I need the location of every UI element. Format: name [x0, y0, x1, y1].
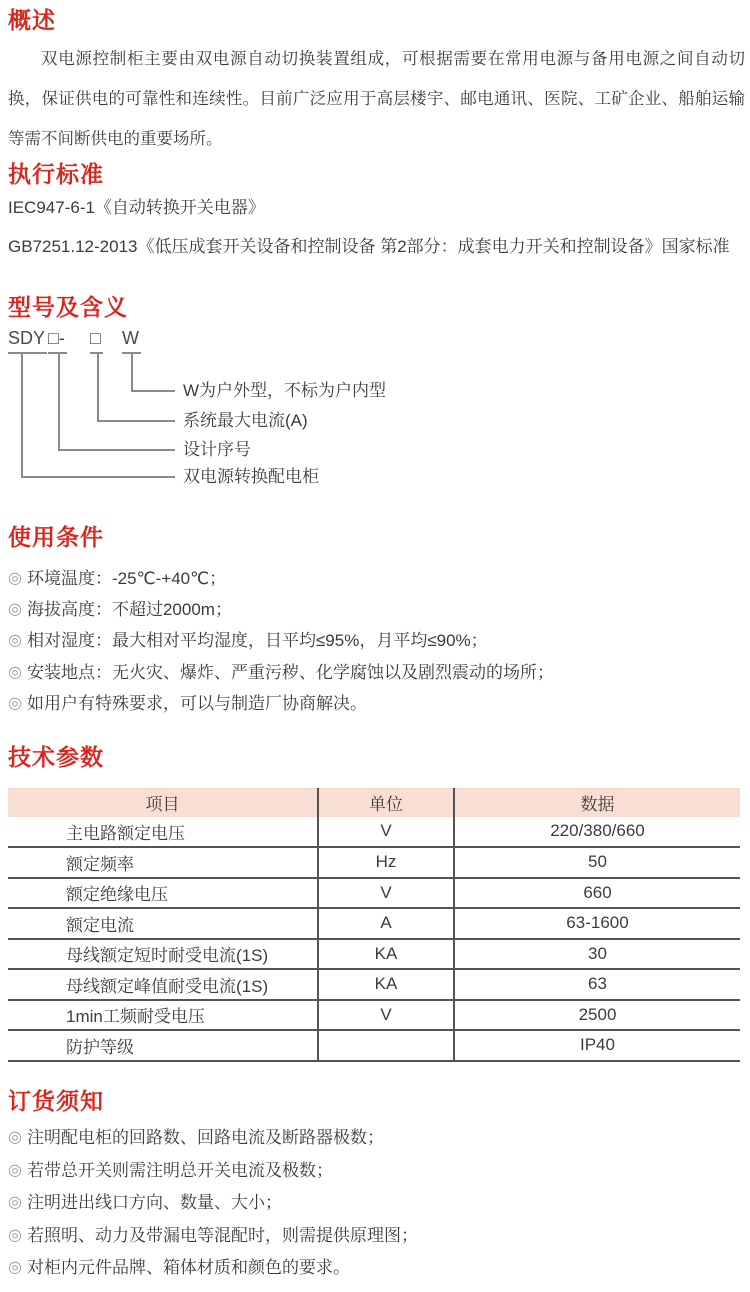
- ordering-item: [8, 1127, 384, 1148]
- condition-text: 如用户有特殊要求，可以与制造厂协商解决。: [26, 694, 367, 713]
- ring-bullet-icon: ◎: [8, 1129, 22, 1146]
- table-header-row: [8, 789, 740, 817]
- param-value: 63: [588, 974, 607, 994]
- condition-item: [8, 693, 367, 714]
- diagram-label-prefix: 双电源转换配电柜: [183, 467, 319, 486]
- ring-bullet-icon: ◎: [8, 1259, 22, 1276]
- ring-bullet-icon: ◎: [8, 1227, 22, 1244]
- standards-heading: 执行标准: [8, 161, 104, 187]
- column-header-item: 项目: [8, 789, 318, 817]
- ordering-item: [8, 1192, 282, 1213]
- param-unit: V: [318, 817, 454, 848]
- table-row: [8, 969, 740, 1000]
- diagram-label-design: 设计序号: [183, 440, 251, 459]
- condition-item: [8, 630, 488, 651]
- diagram-label-outdoor: W为户外型，不标为户内型: [183, 381, 387, 400]
- param-name: 母线额定峰值耐受电流(1S): [66, 976, 269, 996]
- condition-item: [8, 662, 554, 683]
- param-name: 额定电流: [66, 915, 134, 935]
- model-code-outdoor: W: [122, 328, 141, 354]
- ordering-text: 若照明、动力及带漏电等混配时，则需提供原理图；: [26, 1226, 418, 1245]
- param-unit: Hz: [318, 847, 454, 878]
- param-value: 220/380/660: [550, 821, 645, 841]
- param-unit: V: [318, 878, 454, 909]
- param-unit: KA: [318, 969, 454, 1000]
- param-name: 防护等级: [66, 1037, 134, 1057]
- overview-paragraph: 双电源控制柜主要由双电源自动切换装置组成，可根据需要在常用电源与备用电源之间自动切换，保证供电的可靠性和连续性。目前广泛应用于高层楼宇、邮电通讯、医院、工矿企业、船舶运输等需不间断供电的重要场所。: [8, 50, 745, 148]
- ring-bullet-icon: ◎: [8, 1194, 22, 1211]
- ring-bullet-icon: ◎: [8, 1162, 22, 1179]
- ordering-item: [8, 1225, 418, 1246]
- ring-bullet-icon: ◎: [8, 695, 22, 712]
- table-row: [8, 1030, 740, 1061]
- ordering-heading: 订货须知: [8, 1088, 104, 1114]
- model-code-design: □-: [48, 328, 67, 354]
- model-designation-diagram: [8, 326, 738, 498]
- param-name: 额定频率: [66, 854, 134, 874]
- ring-bullet-icon: ◎: [8, 570, 22, 587]
- table-row: [8, 817, 740, 848]
- condition-text: 环境温度：-25℃-+40℃；: [26, 569, 227, 588]
- ordering-text: 对柜内元件品牌、箱体材质和颜色的要求。: [26, 1258, 350, 1277]
- overview-heading: 概述: [8, 7, 56, 33]
- ordering-text: 注明配电柜的回路数、回路电流及断路器极数；: [26, 1128, 384, 1147]
- column-header-data: 数据: [454, 789, 740, 817]
- model-code-current: □: [90, 328, 103, 354]
- ring-bullet-icon: ◎: [8, 601, 22, 618]
- table-row: [8, 878, 740, 909]
- model-code-prefix: SDY: [8, 328, 47, 354]
- param-name: 母线额定短时耐受电流(1S): [66, 946, 269, 966]
- ordering-item: [8, 1257, 350, 1278]
- param-unit: V: [318, 1000, 454, 1031]
- standard-item: IEC947-6-1《自动转换开关电器》: [8, 198, 265, 217]
- conditions-heading: 使用条件: [8, 524, 104, 550]
- param-value: IP40: [580, 1035, 615, 1055]
- condition-text: 相对湿度：最大相对平均湿度，日平均≤95%，月平均≤90%；: [26, 631, 488, 650]
- table-row: [8, 847, 740, 878]
- model-heading: 型号及含义: [8, 294, 128, 320]
- param-name: 1min工频耐受电压: [66, 1007, 205, 1027]
- table-row: [8, 908, 740, 939]
- condition-item: [8, 568, 226, 589]
- condition-text: 安装地点：无火灾、爆炸、严重污秽、化学腐蚀以及剧烈震动的场所；: [26, 663, 554, 682]
- ordering-text: 注明进出线口方向、数量、大小；: [26, 1193, 282, 1212]
- param-name: 额定绝缘电压: [66, 885, 168, 905]
- param-value: 2500: [578, 1004, 617, 1024]
- param-unit: A: [318, 908, 454, 939]
- param-value: 30: [588, 943, 607, 963]
- table-row: [8, 939, 740, 970]
- param-value: 50: [588, 852, 607, 872]
- param-unit: [318, 1030, 454, 1061]
- condition-text: 海拔高度：不超过2000m；: [26, 600, 232, 619]
- param-value: 660: [583, 882, 612, 902]
- ring-bullet-icon: ◎: [8, 632, 22, 649]
- ring-bullet-icon: ◎: [8, 664, 22, 681]
- param-value: 63-1600: [566, 913, 629, 933]
- parameters-heading: 技术参数: [8, 744, 104, 770]
- ordering-item: [8, 1160, 333, 1181]
- column-header-unit: 单位: [318, 789, 454, 817]
- standard-item: GB7251.12-2013《低压成套开关设备和控制设备 第2部分：成套电力开关和控制设备》国家标准: [8, 237, 730, 256]
- technical-parameters-table: [8, 788, 740, 1062]
- table-row: [8, 1000, 740, 1031]
- ordering-text: 若带总开关则需注明总开关电流及极数；: [26, 1161, 333, 1180]
- param-unit: KA: [318, 939, 454, 970]
- condition-item: [8, 599, 232, 620]
- diagram-label-current: 系统最大电流(A): [183, 411, 308, 430]
- param-name: 主电路额定电压: [66, 823, 185, 843]
- diagram-connector-lines: [8, 354, 608, 484]
